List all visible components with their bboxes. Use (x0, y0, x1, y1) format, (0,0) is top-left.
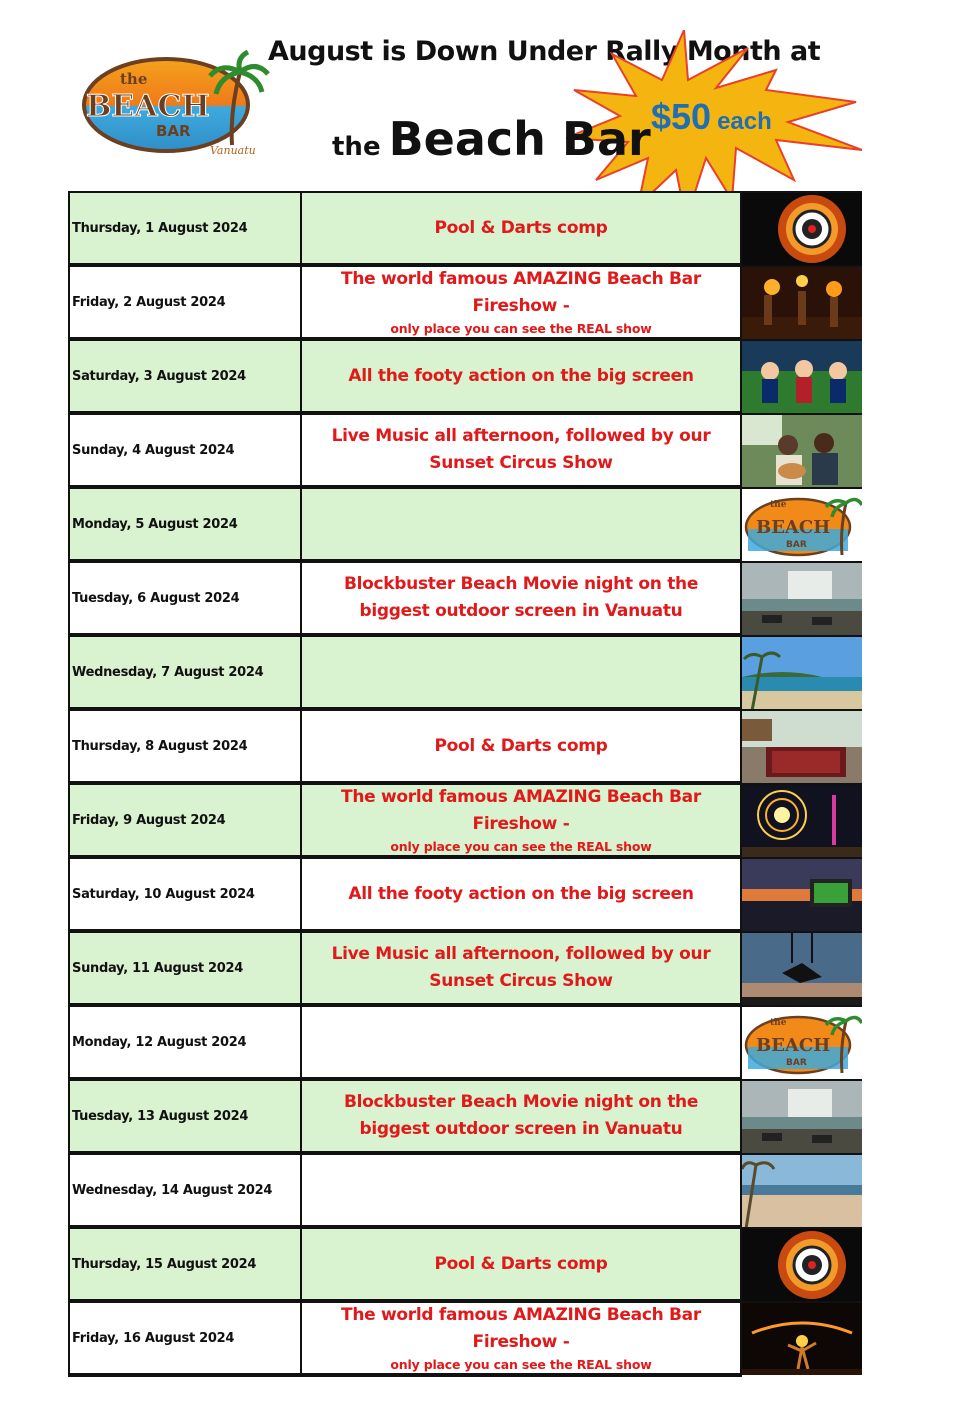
svg-text:BAR: BAR (156, 122, 191, 140)
event-description (300, 709, 742, 783)
event-date: Thursday, 8 August 2024 (68, 709, 300, 783)
table-row (68, 487, 862, 561)
svg-text:the: the (770, 1018, 787, 1028)
event-description (300, 487, 742, 561)
svg-text:Vanuatu: Vanuatu (210, 144, 256, 157)
table-row (68, 931, 862, 1005)
event-title: The world famous AMAZING Beach Bar Fireshow - (341, 269, 701, 316)
event-description (300, 1005, 742, 1079)
event-photo (742, 413, 862, 487)
event-description (300, 931, 742, 1005)
event-description (300, 635, 742, 709)
table-row (68, 857, 862, 931)
event-photo (742, 191, 862, 265)
event-description (300, 339, 742, 413)
price-each: each (717, 108, 772, 135)
event-photo (742, 339, 862, 413)
event-date: Friday, 2 August 2024 (68, 265, 300, 339)
svg-text:BEACH: BEACH (756, 1035, 831, 1056)
price-amount: $50 (651, 96, 712, 137)
svg-text:the: the (120, 70, 148, 88)
event-description (300, 191, 742, 265)
event-photo (742, 561, 862, 635)
table-row (68, 1005, 862, 1079)
event-title: Blockbuster Beach Movie night on the biggest outdoor screen in Vanuatu (343, 1092, 699, 1139)
event-photo (742, 931, 862, 1005)
event-date: Tuesday, 6 August 2024 (68, 561, 300, 635)
event-title: All the footy action on the big screen (348, 883, 694, 904)
table-row (68, 191, 862, 265)
event-description (300, 1227, 742, 1301)
event-title: All the footy action on the big screen (348, 365, 694, 386)
table-row (68, 783, 862, 857)
svg-text:BEACH: BEACH (756, 517, 831, 538)
table-row (68, 265, 862, 339)
beach-bar-logo-image (742, 1005, 862, 1079)
event-photo (742, 857, 862, 931)
event-date: Monday, 12 August 2024 (68, 1005, 300, 1079)
event-date: Wednesday, 7 August 2024 (68, 635, 300, 709)
title-beach-bar: Beach Bar (388, 112, 651, 166)
table-row (68, 1153, 862, 1227)
event-photo (742, 1227, 862, 1301)
svg-text:the: the (770, 500, 787, 510)
event-photo (742, 709, 862, 783)
event-subtitle: only place you can see the REAL show (390, 1357, 652, 1372)
event-date: Friday, 9 August 2024 (68, 783, 300, 857)
event-description (300, 561, 742, 635)
event-title: Pool & Darts comp (434, 1253, 608, 1274)
event-subtitle: only place you can see the REAL show (390, 839, 652, 854)
svg-text:BAR: BAR (786, 1058, 807, 1068)
event-date: Tuesday, 13 August 2024 (68, 1079, 300, 1153)
event-title: The world famous AMAZING Beach Bar Fireshow - (341, 1305, 701, 1352)
event-date: Sunday, 11 August 2024 (68, 931, 300, 1005)
event-date: Monday, 5 August 2024 (68, 487, 300, 561)
table-row (68, 413, 862, 487)
event-photo (742, 1301, 862, 1375)
title-line-1: August is Down Under Rally Month at (268, 36, 821, 67)
event-title: Live Music all afternoon, followed by our Sunset Circus Show (331, 426, 711, 473)
title-line-2 (332, 112, 651, 166)
event-description (300, 265, 742, 339)
event-description (300, 857, 742, 931)
event-date: Saturday, 10 August 2024 (68, 857, 300, 931)
beach-bar-logo (80, 50, 270, 162)
beach-bar-logo-image (742, 487, 862, 561)
svg-text:BAR: BAR (786, 540, 807, 550)
event-date: Sunday, 4 August 2024 (68, 413, 300, 487)
event-date: Wednesday, 14 August 2024 (68, 1153, 300, 1227)
event-title: Blockbuster Beach Movie night on the biggest outdoor screen in Vanuatu (343, 574, 699, 621)
event-description (300, 1153, 742, 1227)
event-date: Saturday, 3 August 2024 (68, 339, 300, 413)
event-photo (742, 635, 862, 709)
event-title: Live Music all afternoon, followed by our Sunset Circus Show (331, 944, 711, 991)
event-description (300, 1079, 742, 1153)
event-date: Thursday, 15 August 2024 (68, 1227, 300, 1301)
table-row (68, 635, 862, 709)
event-title: The world famous AMAZING Beach Bar Fireshow - (341, 787, 701, 834)
event-subtitle: only place you can see the REAL show (390, 321, 652, 336)
event-date: Friday, 16 August 2024 (68, 1301, 300, 1375)
event-photo (742, 1153, 862, 1227)
event-title: Pool & Darts comp (434, 217, 608, 238)
event-description (300, 1301, 742, 1375)
table-row (68, 709, 862, 783)
event-description (300, 413, 742, 487)
table-row (68, 1079, 862, 1153)
table-row (68, 339, 862, 413)
event-photo (742, 783, 862, 857)
event-photo (742, 1079, 862, 1153)
title-the: the (332, 132, 381, 162)
event-title: Pool & Darts comp (434, 735, 608, 756)
svg-text:BEACH: BEACH (86, 89, 210, 124)
table-row (68, 1227, 862, 1301)
table-row (68, 1301, 862, 1375)
event-photo (742, 265, 862, 339)
event-description (300, 783, 742, 857)
table-bottom-border (68, 1375, 742, 1377)
table-row (68, 561, 862, 635)
price-label (651, 96, 772, 138)
event-date: Thursday, 1 August 2024 (68, 191, 300, 265)
